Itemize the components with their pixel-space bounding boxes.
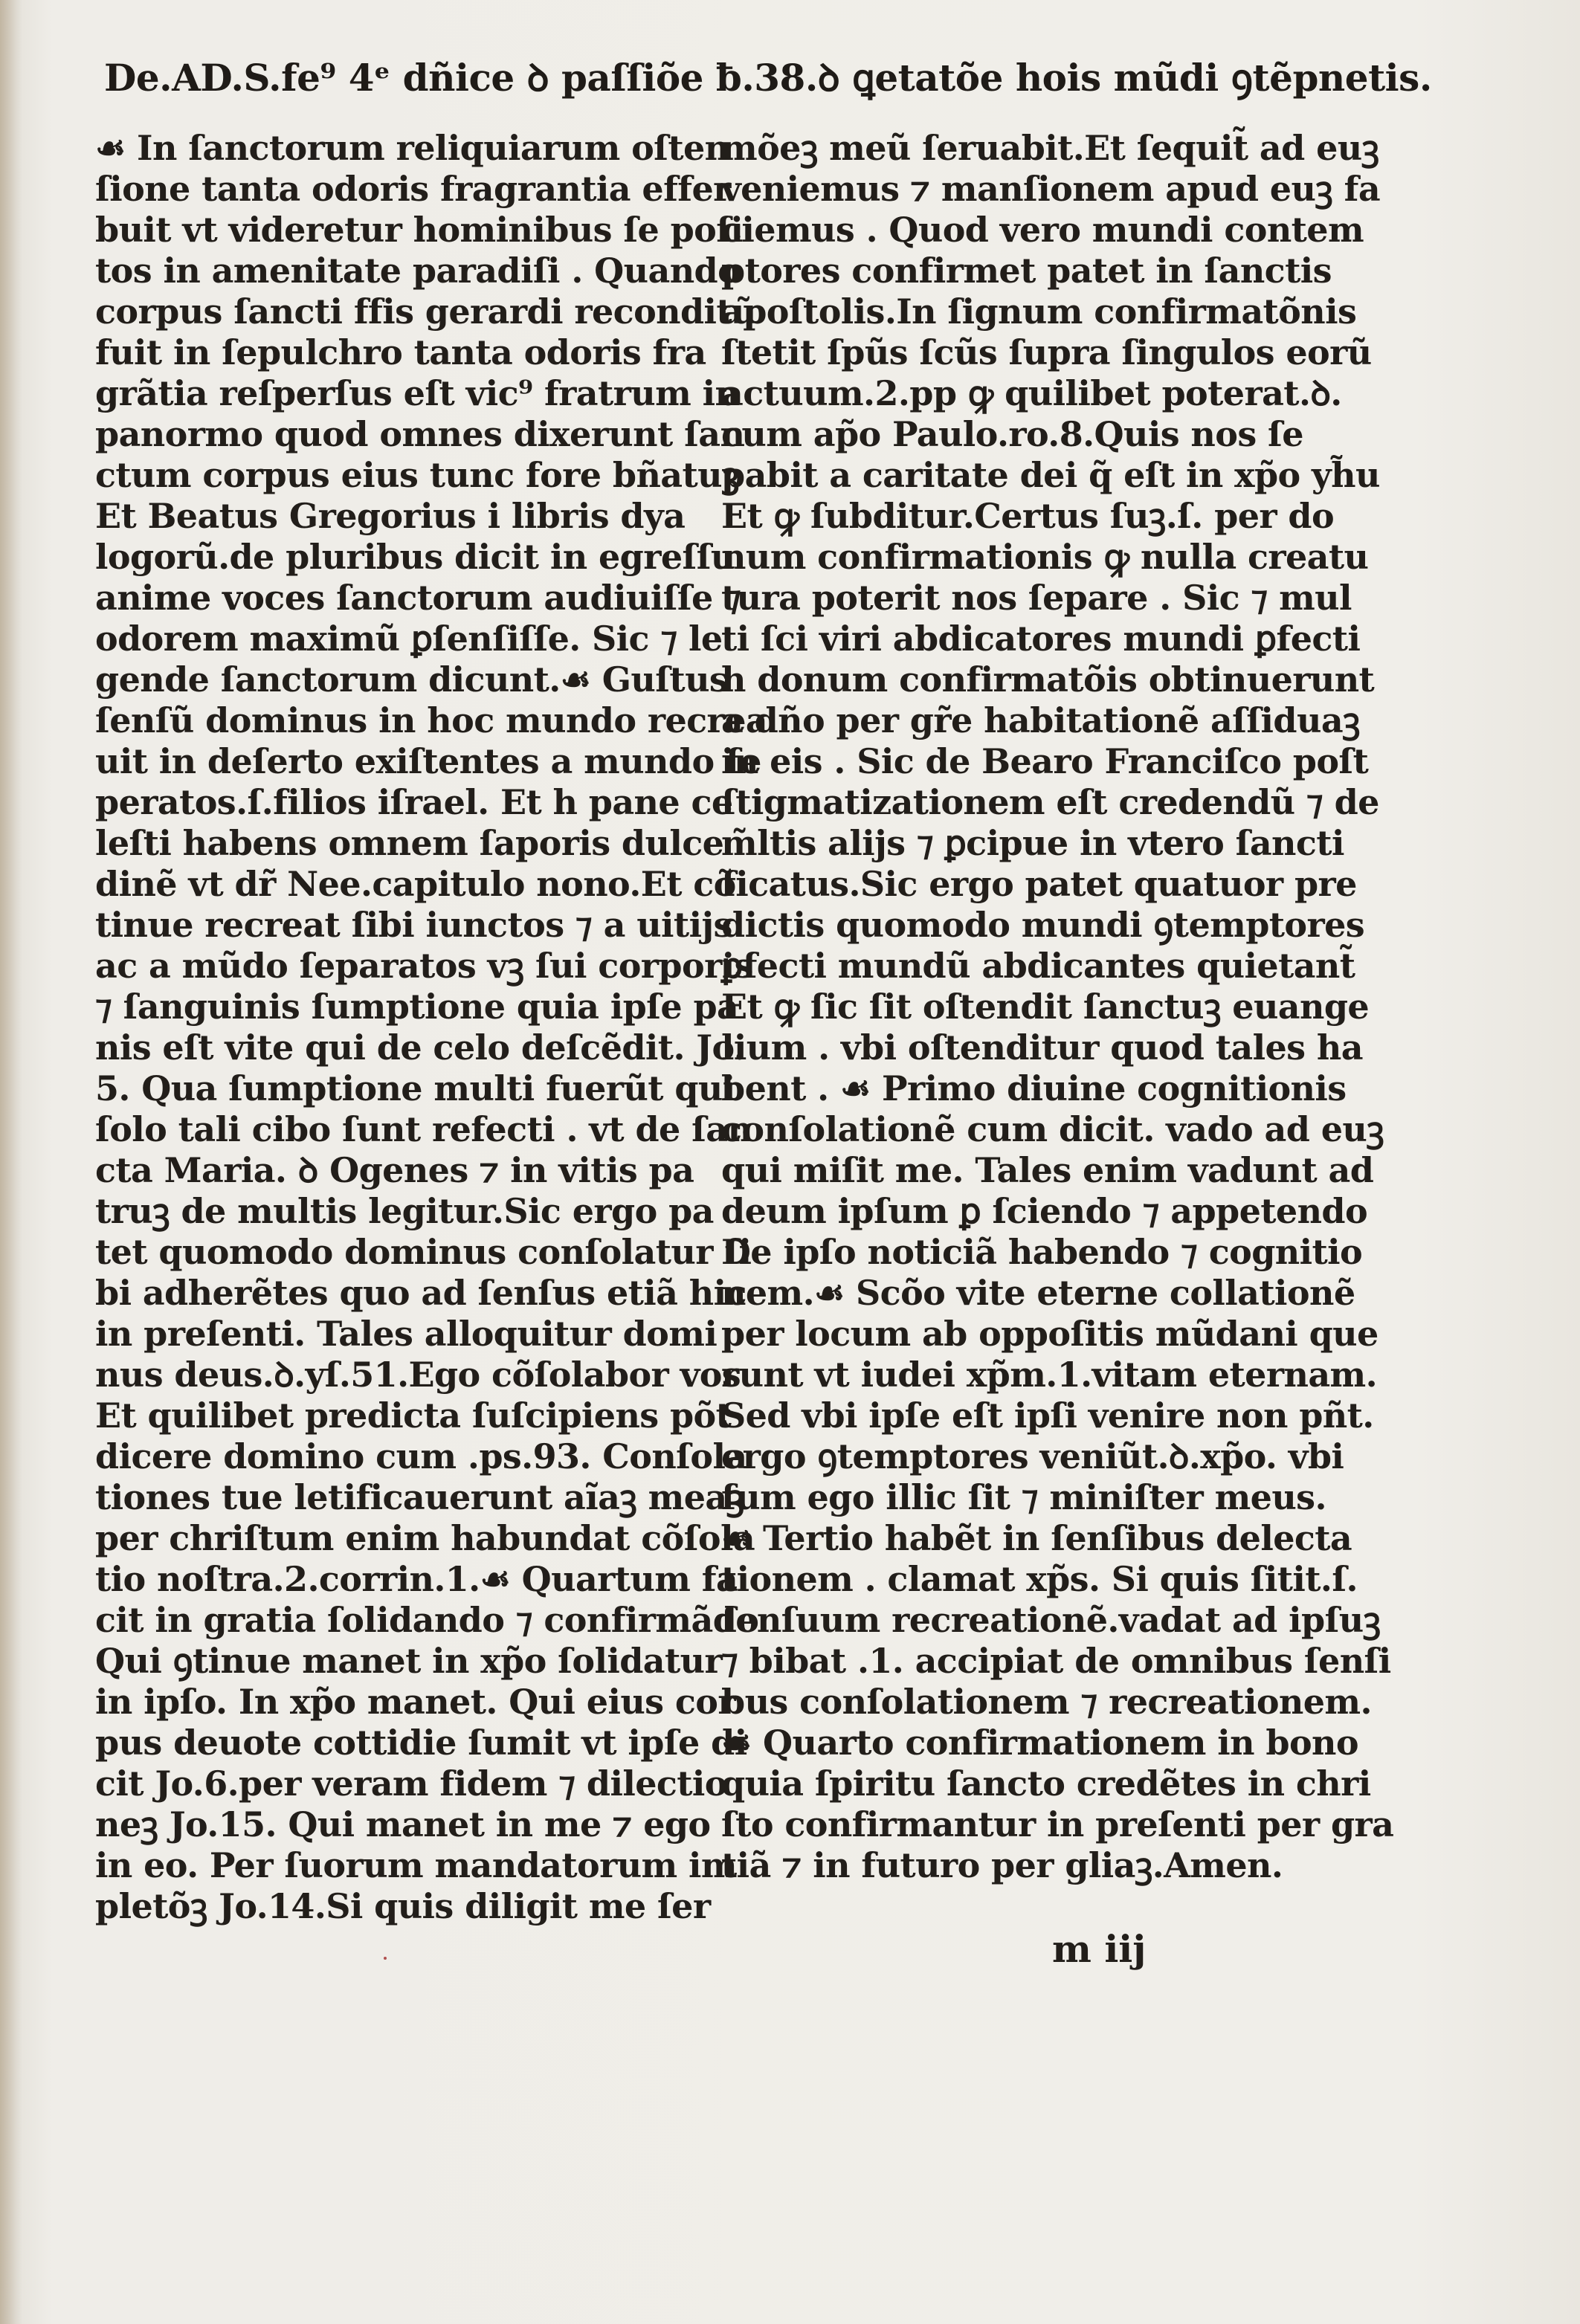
text-line: qui miſit me. Tales enim vadunt ad [721,1150,1374,1190]
text-line: gende ſanctorum dicunt.☙ Guſtus [95,659,729,700]
text-line: Et quilibet predicta ſuſcipiens põt [95,1395,732,1436]
text-line: ſtetit ſpũs ſcũs ſupra ſingulos eorũ [721,332,1372,372]
text-line: ☙ Quarto confirmationem in bono [721,1723,1358,1763]
text-line: in eis . Sic de Bearo Franciſco poſt [721,741,1369,781]
text-line: tio noſtra.2.corrin.1.☙ Quartum fa [95,1559,738,1599]
text-line: anime voces ſanctorum audiuiſſe ⁊ [95,578,741,618]
text-line: in eo. Per ſuorum mandatorum im [95,1845,737,1885]
text-line: ꝑfecti mundũ abdicantes quietant̃ [721,946,1355,986]
text-line: bus conſolationem ⁊ recreationem. [721,1682,1372,1722]
text-line: buit vt videretur hominibus ſe poſi [95,210,744,250]
text-line: cta Maria. ꝺ Ogenes ⁊ in vitis pa [95,1150,694,1190]
text-line: ciemus . Quod vero mundi contem [721,210,1364,250]
text-line: quia ſpiritu ſancto credẽtes in chri [721,1763,1371,1804]
text-line: uit in deſerto exiſtentes a mundo ſe [95,741,761,781]
text-line: tionem . clamat xp̃s. Si quis ſitit.ſ. [721,1559,1358,1599]
text-line: logorũ.de pluribus dicit in egreſſu [95,537,735,577]
text-line: deum ipſum ꝑ ſciendo ⁊ appetendo [721,1191,1368,1231]
gutter-shadow [0,0,22,2324]
text-line: leſti habens omnem ſaporis dulce [95,823,724,863]
text-line: neꝫ Jo.15. Qui manet in me ⁊ ego [95,1804,711,1844]
text-line: ⁊ bibat .1. accipiat de omnibus ſenſi [721,1641,1391,1681]
text-line: ☙ In ſanctorum reliquiarum oſten [95,128,729,168]
text-line: runt vt iudei xp̃m.1.vitam eternam. [721,1355,1378,1395]
text-line: pus deuote cottidie ſumit vt ipſe di [95,1723,747,1763]
right-text-column [721,128,1394,1886]
text-line: Et ꝙ ſic ſit oſtendit ſanctuꝫ euange [721,987,1370,1027]
text-line: per chriſtum enim habundat cõſola [95,1518,755,1558]
text-line: tet quomodo dominus conſolatur ſi [95,1232,752,1272]
text-line: ti ſci viri abdicatores mundi ꝑfecti [721,619,1361,659]
text-line: ſenſuum recreationẽ.vadat ad ipſuꝫ [721,1600,1381,1640]
text-line: h donum confirmatõis obtinuerunt [721,659,1375,700]
left-text-column [95,128,768,1927]
text-line: nus deus.ꝺ.yſ.51.Ego cõſolabor vos [95,1355,741,1395]
text-line: apoſtolis.In ſignum confirmatõnis [721,291,1357,332]
text-line: mõeꝫ meũ ſeruabit.Et ſequit̃ ad euꝫ [721,128,1379,168]
text-line: De ipſo noticiã habendo ⁊ cognitio [721,1232,1363,1272]
text-line: ptores confirmet patet in ſanctis [721,251,1332,291]
text-line: truꝫ de multis legitur.Sic ergo pa [95,1191,714,1231]
page-header: De.AD.S.fe⁹ 4ᵉ dñice ꝺ paſſiõe ƀ.38.ꝺ ꝗetatõe hois mũdi ꝯtẽpnetis. [104,56,1432,100]
text-line: pletõꝫ Jo.14.Si quis diligit me ſer [95,1886,711,1926]
signature-mark: m iij [1052,1927,1147,1971]
text-line: a dño per gr̃e habitationẽ aſſiduaꝫ [721,700,1360,740]
text-line: conſolationẽ cum dicit. vado ad euꝫ [721,1109,1384,1149]
ink-speck [384,1957,387,1960]
text-line: ☙ Tertio habẽt in ſenſibus delecta [721,1518,1352,1558]
text-line: Et ꝙ ſubditur.Certus ſuꝫ.ſ. per do [721,496,1335,536]
text-line: fuit in ſepulchro tanta odoris fra [95,332,706,372]
text-line: ſenſũ dominus in hoc mundo recrea [95,700,768,740]
text-line: ergo ꝯtemptores veniũt.ꝺ.xp̃o. vbi [721,1436,1344,1476]
text-line: num confirmationis ꝙ nulla creatu [721,537,1369,577]
text-line: ficatus.Sic ergo patet quatuor pre [721,864,1357,904]
text-line: Sed vbi ipſe eſt ipſi venire non pñt. [721,1395,1374,1436]
text-line: actuum.2.pp ꝙ quilibet poterat.ꝺ. [721,373,1342,413]
text-line: 5. Qua ſumptione multi fuerũt qui [95,1068,735,1108]
text-line: ſtigmatizationem eſt credendũ ⁊ de [721,782,1379,822]
text-line: veniemus ⁊ manſionem apud euꝫ fa [721,169,1381,209]
text-line: odorem maximũ ꝑſenſiſſe. Sic ⁊ le [95,619,723,659]
text-line: grãtia reſperſus eſt vic⁹ fratrum in [95,373,740,413]
text-line: in ipſo. In xp̃o manet. Qui eius cor [95,1682,736,1722]
text-line: Et Beatus Gregorius i libris dya [95,496,686,536]
text-line: dictis quomodo mundi ꝯtemptores [721,905,1365,945]
text-line: dinẽ vt dr̃ Nee.capitulo nono.Et cõ [95,864,736,904]
text-line: tinue recreat ſibi iunctos ⁊ a uitijs [95,905,732,945]
text-line: pabit a caritate dei q̃ eſt in xp̃o yh̃u [721,455,1380,495]
text-line: ctum corpus eius tunc fore bñatuꝫ [95,455,739,495]
text-line: ſum ego illic ſit ⁊ miniſter meus. [721,1477,1326,1517]
text-line: panormo quod omnes dixerunt ſan [95,414,745,454]
text-line: peratos.ſ.filios iſrael. Et h pane ce [95,782,733,822]
text-line: lium . vbi oſtenditur quod tales ha [721,1027,1363,1068]
text-line: tos in amenitate paradiſi . Quando [95,251,741,291]
text-line: per locum ab oppoſitis mũdani que [721,1314,1379,1354]
text-line: tiones tue letificauerunt aĩaꝫ meaꝫ [95,1477,744,1517]
text-line: cum ap̃o Paulo.ro.8.Quis nos ſe [721,414,1303,454]
text-line: ac a mũdo ſeparatos vꝫ ſui corporis [95,946,753,986]
text-line: tiã ⁊ in futuro per gliaꝫ.Amen. [721,1845,1283,1885]
text-line: Qui ꝯtinue manet in xp̃o ſolidatur [95,1641,723,1681]
text-line: ſolo tali cibo ſunt refecti . vt de ſan [95,1109,752,1149]
text-line: cit Jo.6.per veram fidem ⁊ dilectio [95,1763,727,1804]
text-line: nis eſt vite qui de celo deſcẽdit. Jo. [95,1027,746,1068]
text-line: cit in gratia ſolidando ⁊ confirmãdo [95,1600,759,1640]
text-line: ⁊ ſanguinis ſumptione quia ipſe pa [95,987,739,1027]
text-line: bi adherẽtes quo ad ſenſus etiã hic [95,1273,747,1313]
text-line: tura poterit nos ſepare . Sic ⁊ mul [721,578,1352,618]
text-line: nem.☙ Scõo vite eterne collationẽ [721,1273,1355,1313]
text-line: in preſenti. Tales alloquitur domi [95,1314,718,1354]
text-line: ſto confirmantur in preſenti per gra [721,1804,1394,1844]
text-line: dicere domino cum .ps.93. Conſola [95,1436,747,1476]
text-line: m̃ltis alijs ⁊ ꝑcipue in vtero ſancti [721,823,1344,863]
text-line: bent . ☙ Primo diuine cognitionis [721,1068,1347,1108]
text-line: ſione tanta odoris fragrantia effer [95,169,731,209]
text-line: corpus ſancti ffis gerardi reconditũ [95,291,756,332]
